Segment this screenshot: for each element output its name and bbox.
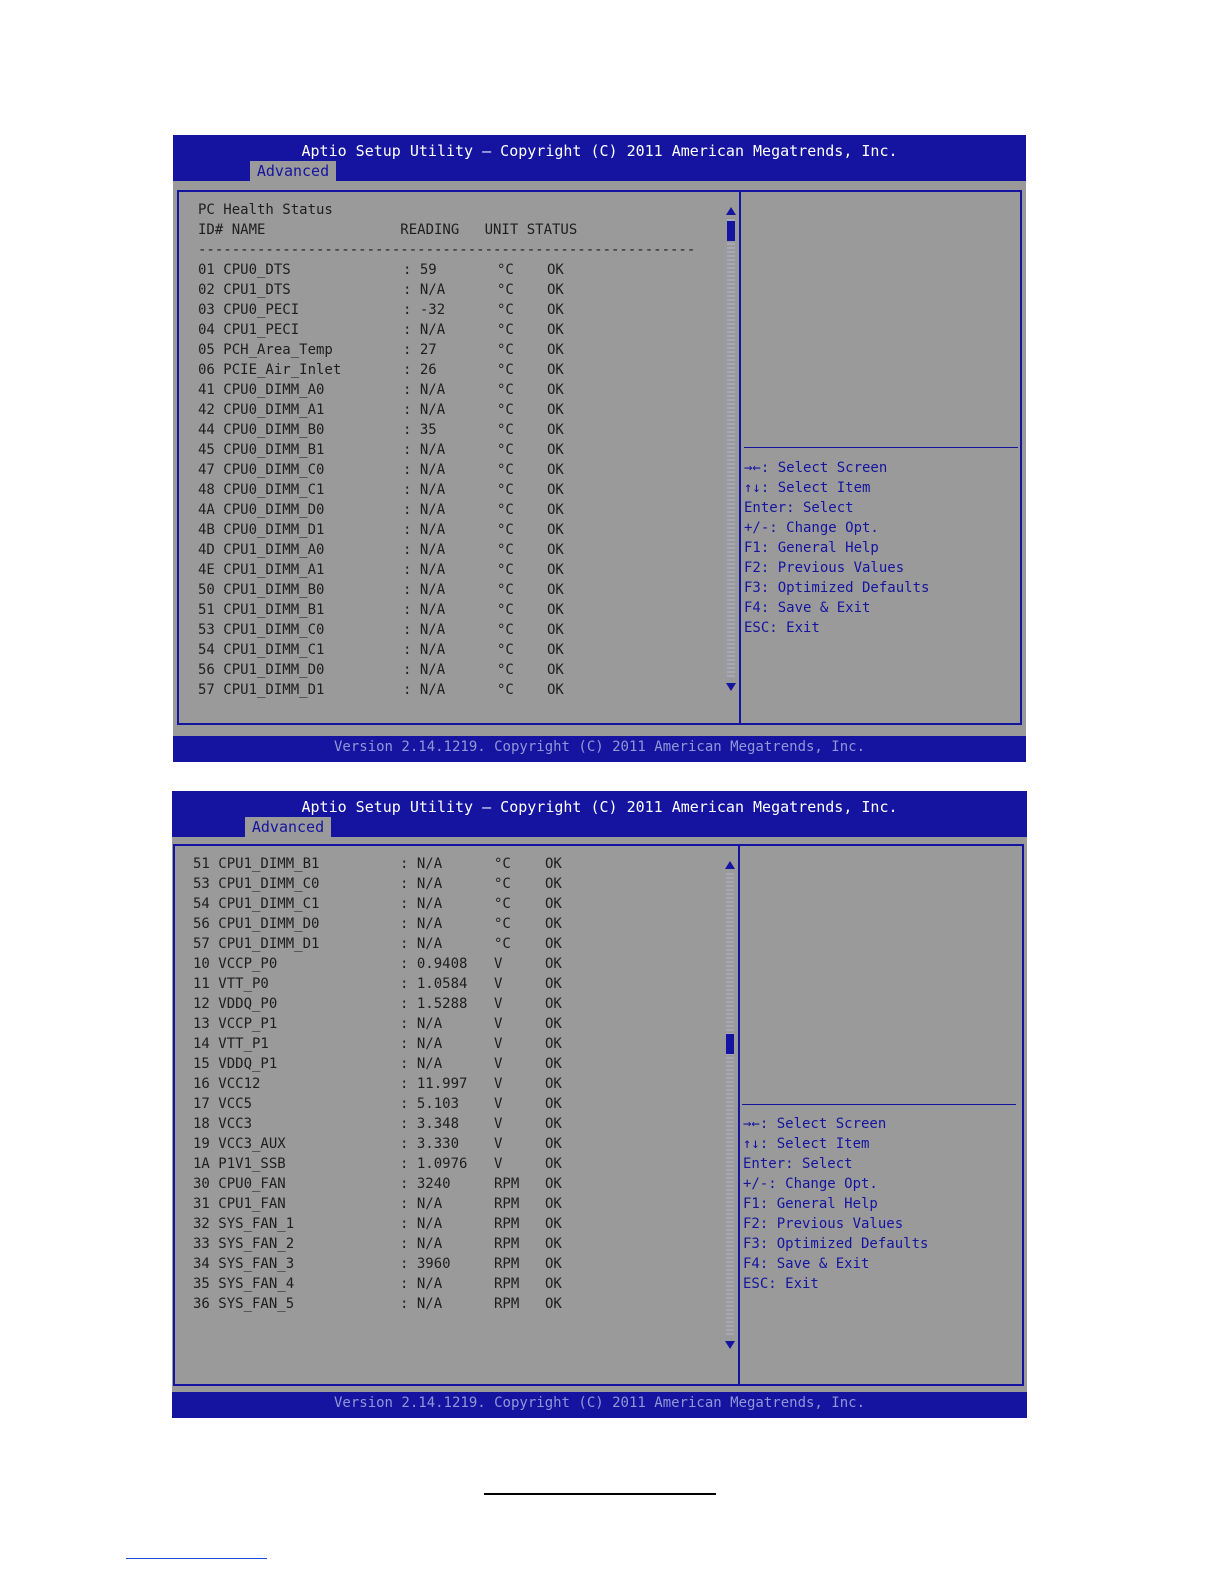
sensor-row — [172, 1014, 712, 1034]
sensor-name: 31 CPU1_FAN — [193, 1196, 286, 1212]
sensor-reading: : N/A — [403, 402, 446, 418]
sensor-reading: : N/A — [403, 562, 446, 578]
sensor-status: OK — [547, 482, 564, 498]
scrollbar-thumb[interactable] — [727, 221, 735, 241]
sensor-unit: °C — [497, 622, 514, 638]
sensor-reading: : -32 — [403, 302, 446, 318]
sensor-status: OK — [547, 462, 564, 478]
sensor-reading: : N/A — [400, 1236, 443, 1252]
sensor-name: 33 SYS_FAN_2 — [193, 1236, 295, 1252]
sensor-row — [172, 1134, 712, 1154]
sensor-name: 02 CPU1_DTS — [198, 282, 291, 298]
sensor-row — [172, 1174, 712, 1194]
sensor-status: OK — [547, 562, 564, 578]
sensor-status: OK — [547, 342, 564, 358]
sensor-status: OK — [545, 1216, 562, 1232]
help-item: F2: Previous Values — [743, 1216, 904, 1232]
sensor-status: OK — [545, 1176, 562, 1192]
sensor-reading: : 5.103 — [400, 1096, 460, 1112]
sensor-unit: °C — [497, 322, 514, 338]
sensor-name: 18 VCC3 — [193, 1116, 253, 1132]
sensor-reading: : N/A — [403, 482, 446, 498]
sensor-unit: V — [494, 1136, 503, 1152]
sensor-reading: : N/A — [400, 916, 443, 932]
sensor-reading: : N/A — [403, 542, 446, 558]
sensor-status: OK — [547, 522, 564, 538]
sensor-row — [173, 640, 713, 660]
sensor-name: 42 CPU0_DIMM_A1 — [198, 402, 325, 418]
sensor-unit: V — [494, 1116, 503, 1132]
sensor-row — [173, 500, 713, 520]
sensor-status: OK — [545, 916, 562, 932]
sensor-status: OK — [545, 1256, 562, 1272]
sensor-name: 51 CPU1_DIMM_B1 — [198, 602, 325, 618]
sensor-name: 19 VCC3_AUX — [193, 1136, 286, 1152]
help-item: ESC: Exit — [743, 1276, 819, 1292]
sensor-name: 32 SYS_FAN_1 — [193, 1216, 295, 1232]
sensor-reading: : 3240 — [400, 1176, 451, 1192]
sensor-reading: : N/A — [403, 442, 446, 458]
sensor-name: 4B CPU0_DIMM_D1 — [198, 522, 325, 538]
sensor-name: 54 CPU1_DIMM_C1 — [193, 896, 320, 912]
sensor-row — [172, 974, 712, 994]
sensor-reading: : 35 — [403, 422, 437, 438]
sensor-reading: : N/A — [403, 462, 446, 478]
title-bar — [173, 135, 1026, 181]
help-item: F4: Save & Exit — [743, 1256, 870, 1272]
sensor-unit: RPM — [494, 1216, 520, 1232]
sensor-name: 4E CPU1_DIMM_A1 — [198, 562, 325, 578]
sensor-name: 15 VDDQ_P1 — [193, 1056, 278, 1072]
sensor-status: OK — [545, 1296, 562, 1312]
sensor-reading: : 1.0976 — [400, 1156, 468, 1172]
sensor-status: OK — [547, 442, 564, 458]
sensor-unit: V — [494, 1156, 503, 1172]
sensor-unit: V — [494, 1096, 503, 1112]
help-item: F1: General Help — [744, 540, 879, 556]
tab-advanced[interactable]: Advanced — [245, 817, 331, 837]
sensor-name: 30 CPU0_FAN — [193, 1176, 286, 1192]
help-item: F2: Previous Values — [744, 560, 905, 576]
sensor-name: 57 CPU1_DIMM_D1 — [193, 936, 320, 952]
help-item: ESC: Exit — [744, 620, 820, 636]
sensor-reading: : N/A — [400, 1036, 443, 1052]
help-item: F4: Save & Exit — [744, 600, 871, 616]
help-item: ↑↓: Select Item — [744, 480, 871, 496]
sensor-status: OK — [545, 856, 562, 872]
sensor-name: 53 CPU1_DIMM_C0 — [193, 876, 320, 892]
sensor-status: OK — [547, 282, 564, 298]
sensor-row — [173, 340, 713, 360]
sensor-status: OK — [547, 382, 564, 398]
sensor-row — [172, 934, 712, 954]
sensor-name: 50 CPU1_DIMM_B0 — [198, 582, 325, 598]
sensor-row — [173, 600, 713, 620]
sensor-reading: : N/A — [400, 1016, 443, 1032]
sensor-row — [172, 1194, 712, 1214]
sensor-reading: : N/A — [403, 622, 446, 638]
sensor-row — [172, 1094, 712, 1114]
sensor-unit: °C — [494, 876, 511, 892]
sensor-reading: : N/A — [400, 1056, 443, 1072]
version-bar — [173, 736, 1026, 762]
sensor-row — [173, 680, 713, 700]
sensor-status: OK — [547, 602, 564, 618]
sensor-status: OK — [547, 542, 564, 558]
sensor-reading: : 3960 — [400, 1256, 451, 1272]
column-header: ID# NAME READING UNIT STATUS — [198, 222, 578, 238]
sensor-name: 47 CPU0_DIMM_C0 — [198, 462, 325, 478]
sensor-name: 13 VCCP_P1 — [193, 1016, 278, 1032]
sensor-status: OK — [545, 1096, 562, 1112]
sensor-status: OK — [545, 1036, 562, 1052]
sensor-status: OK — [545, 896, 562, 912]
sensor-name: 54 CPU1_DIMM_C1 — [198, 642, 325, 658]
sensor-status: OK — [547, 682, 564, 698]
sensor-unit: °C — [497, 262, 514, 278]
sensor-reading: : N/A — [400, 876, 443, 892]
panel-divider — [739, 190, 741, 725]
sensor-row — [173, 540, 713, 560]
sensor-status: OK — [547, 362, 564, 378]
section-title: PC Health Status — [198, 202, 333, 218]
sensor-status: OK — [547, 502, 564, 518]
bios-screen-2 — [172, 791, 1027, 1418]
sensor-status: OK — [545, 1196, 562, 1212]
sensor-unit: V — [494, 1076, 503, 1092]
sensor-row — [172, 874, 712, 894]
sensor-reading: : N/A — [400, 936, 443, 952]
sensor-reading: : 27 — [403, 342, 437, 358]
sensor-unit: °C — [497, 602, 514, 618]
version-text: Version 2.14.1219. Copyright (C) 2011 American Megatrends, Inc. — [333, 1395, 865, 1411]
sensor-row — [173, 420, 713, 440]
sensor-unit: °C — [497, 482, 514, 498]
sensor-status: OK — [545, 976, 562, 992]
sensor-unit: RPM — [494, 1196, 520, 1212]
sensor-name: 4D CPU1_DIMM_A0 — [198, 542, 325, 558]
sensor-status: OK — [545, 1156, 562, 1172]
sensor-name: 1A P1V1_SSB — [193, 1156, 286, 1172]
sensor-status: OK — [545, 1276, 562, 1292]
sensor-name: 05 PCH_Area_Temp — [198, 342, 333, 358]
help-item: F3: Optimized Defaults — [744, 580, 930, 596]
sensor-row — [173, 360, 713, 380]
sensor-unit: RPM — [494, 1256, 520, 1272]
sensor-status: OK — [547, 302, 564, 318]
scroll-down-arrow-icon[interactable] — [725, 1341, 735, 1349]
scrollbar-track[interactable] — [727, 219, 735, 679]
footnote-rule — [126, 1558, 267, 1559]
sensor-unit: RPM — [494, 1276, 520, 1292]
help-item: →←: Select Screen — [743, 1116, 887, 1132]
sensor-name: 35 SYS_FAN_4 — [193, 1276, 295, 1292]
sensor-row — [173, 580, 713, 600]
sensor-name: 14 VTT_P1 — [193, 1036, 269, 1052]
sensor-status: OK — [545, 1136, 562, 1152]
sensor-unit: V — [494, 976, 503, 992]
sensor-row — [172, 1034, 712, 1054]
version-bar — [172, 1392, 1027, 1418]
sensor-reading: : N/A — [403, 322, 446, 338]
sensor-row — [173, 520, 713, 540]
sensor-row — [173, 260, 713, 280]
sensor-name: 12 VDDQ_P0 — [193, 996, 278, 1012]
sensor-name: 44 CPU0_DIMM_B0 — [198, 422, 325, 438]
sensor-unit: V — [494, 1016, 503, 1032]
title-text: Aptio Setup Utility – Copyright (C) 2011 American Megatrends, Inc. — [301, 798, 898, 816]
sensor-unit: °C — [497, 462, 514, 478]
sensor-row — [172, 1234, 712, 1254]
header-separator: ----------------------------------------------------------- — [198, 242, 696, 258]
sensor-unit: °C — [494, 896, 511, 912]
sensor-row — [172, 1154, 712, 1174]
help-item: F3: Optimized Defaults — [743, 1236, 929, 1252]
sensor-unit: °C — [497, 422, 514, 438]
sensor-unit: RPM — [494, 1296, 520, 1312]
sensor-reading: : N/A — [400, 1276, 443, 1292]
sensor-row — [173, 320, 713, 340]
sensor-name: 17 VCC5 — [193, 1096, 253, 1112]
sensor-status: OK — [547, 422, 564, 438]
help-item: →←: Select Screen — [744, 460, 888, 476]
scrollbar-track[interactable] — [726, 873, 734, 1337]
scrollbar-thumb[interactable] — [726, 1034, 734, 1054]
sensor-reading: : N/A — [403, 662, 446, 678]
sensor-name: 48 CPU0_DIMM_C1 — [198, 482, 325, 498]
sensor-unit: °C — [497, 362, 514, 378]
sensor-unit: V — [494, 1036, 503, 1052]
sensor-reading: : 3.348 — [400, 1116, 460, 1132]
bios-screen-1 — [173, 135, 1026, 762]
sensor-status: OK — [545, 1236, 562, 1252]
sensor-row — [173, 620, 713, 640]
sensor-unit: °C — [497, 302, 514, 318]
sensor-name: 56 CPU1_DIMM_D0 — [193, 916, 320, 932]
sensor-row — [173, 280, 713, 300]
sensor-row — [172, 1254, 712, 1274]
sensor-status: OK — [547, 582, 564, 598]
sensor-status: OK — [545, 1116, 562, 1132]
sensor-row — [172, 954, 712, 974]
sensor-reading: : N/A — [403, 582, 446, 598]
sensor-row — [172, 1214, 712, 1234]
sensor-unit: °C — [497, 642, 514, 658]
sensor-name: 03 CPU0_PECI — [198, 302, 300, 318]
sensor-reading: : N/A — [403, 682, 446, 698]
sensor-reading: : 3.330 — [400, 1136, 460, 1152]
sensor-status: OK — [547, 262, 564, 278]
sensor-unit: °C — [494, 936, 511, 952]
sensor-row — [173, 460, 713, 480]
help-item: +/-: Change Opt. — [744, 520, 879, 536]
sensor-status: OK — [547, 662, 564, 678]
sensor-row — [173, 380, 713, 400]
sensor-reading: : 26 — [403, 362, 437, 378]
help-divider — [744, 447, 1018, 448]
sensor-reading: : N/A — [403, 282, 446, 298]
sensor-reading: : N/A — [403, 522, 446, 538]
sensor-row — [172, 994, 712, 1014]
scroll-up-arrow-icon[interactable] — [725, 861, 735, 869]
sensor-row — [172, 1114, 712, 1134]
sensor-unit: °C — [497, 382, 514, 398]
page-rule — [484, 1493, 716, 1495]
sensor-unit: °C — [497, 662, 514, 678]
sensor-row — [173, 480, 713, 500]
sensor-reading: : 11.997 — [400, 1076, 468, 1092]
sensor-status: OK — [547, 322, 564, 338]
sensor-name: 34 SYS_FAN_3 — [193, 1256, 295, 1272]
sensor-name: 56 CPU1_DIMM_D0 — [198, 662, 325, 678]
sensor-reading: : N/A — [400, 1196, 443, 1212]
version-text: Version 2.14.1219. Copyright (C) 2011 American Megatrends, Inc. — [333, 739, 865, 755]
sensor-unit: °C — [494, 916, 511, 932]
sensor-name: 16 VCC12 — [193, 1076, 261, 1092]
sensor-unit: °C — [497, 342, 514, 358]
sensor-row — [173, 440, 713, 460]
title-bar — [172, 791, 1027, 837]
sensor-name: 45 CPU0_DIMM_B1 — [198, 442, 325, 458]
sensor-reading: : N/A — [400, 856, 443, 872]
sensor-unit: V — [494, 996, 503, 1012]
sensor-name: 10 VCCP_P0 — [193, 956, 278, 972]
sensor-reading: : N/A — [403, 642, 446, 658]
help-item: Enter: Select — [743, 1156, 853, 1172]
sensor-row — [173, 300, 713, 320]
sensor-unit: °C — [497, 562, 514, 578]
sensor-reading: : N/A — [400, 1216, 443, 1232]
sensor-row — [172, 1074, 712, 1094]
scroll-up-arrow-icon[interactable] — [726, 207, 736, 215]
sensor-name: 04 CPU1_PECI — [198, 322, 300, 338]
sensor-row — [173, 400, 713, 420]
sensor-status: OK — [545, 936, 562, 952]
sensor-row — [172, 1294, 712, 1314]
sensor-unit: °C — [497, 582, 514, 598]
sensor-name: 11 VTT_P0 — [193, 976, 269, 992]
sensor-unit: °C — [497, 282, 514, 298]
sensor-status: OK — [545, 996, 562, 1012]
sensor-row — [173, 560, 713, 580]
scroll-down-arrow-icon[interactable] — [726, 683, 736, 691]
sensor-reading: : N/A — [403, 602, 446, 618]
sensor-row — [172, 1274, 712, 1294]
sensor-reading: : N/A — [400, 1296, 443, 1312]
sensor-status: OK — [545, 956, 562, 972]
help-divider — [742, 1104, 1016, 1105]
panel-divider — [738, 844, 740, 1386]
sensor-unit: °C — [497, 522, 514, 538]
sensor-unit: V — [494, 956, 503, 972]
sensor-reading: : 1.5288 — [400, 996, 468, 1012]
sensor-row — [172, 914, 712, 934]
sensor-status: OK — [547, 622, 564, 638]
sensor-reading: : 0.9408 — [400, 956, 468, 972]
title-text: Aptio Setup Utility – Copyright (C) 2011 American Megatrends, Inc. — [301, 142, 898, 160]
sensor-unit: °C — [497, 402, 514, 418]
sensor-row — [172, 894, 712, 914]
sensor-unit: RPM — [494, 1176, 520, 1192]
help-item: Enter: Select — [744, 500, 854, 516]
sensor-status: OK — [545, 1056, 562, 1072]
sensor-reading: : N/A — [400, 896, 443, 912]
sensor-status: OK — [547, 402, 564, 418]
sensor-status: OK — [545, 1076, 562, 1092]
sensor-unit: RPM — [494, 1236, 520, 1252]
sensor-reading: : N/A — [403, 382, 446, 398]
sensor-unit: °C — [497, 682, 514, 698]
sensor-unit: °C — [497, 502, 514, 518]
help-item: ↑↓: Select Item — [743, 1136, 870, 1152]
sensor-reading: : 59 — [403, 262, 437, 278]
tab-advanced[interactable]: Advanced — [250, 161, 336, 181]
sensor-row — [173, 660, 713, 680]
sensor-reading: : N/A — [403, 502, 446, 518]
sensor-name: 4A CPU0_DIMM_D0 — [198, 502, 325, 518]
sensor-status: OK — [547, 642, 564, 658]
sensor-name: 01 CPU0_DTS — [198, 262, 291, 278]
help-item: +/-: Change Opt. — [743, 1176, 878, 1192]
sensor-name: 51 CPU1_DIMM_B1 — [193, 856, 320, 872]
sensor-name: 41 CPU0_DIMM_A0 — [198, 382, 325, 398]
help-item: F1: General Help — [743, 1196, 878, 1212]
sensor-row — [172, 854, 712, 874]
sensor-status: OK — [545, 1016, 562, 1032]
sensor-name: 57 CPU1_DIMM_D1 — [198, 682, 325, 698]
sensor-name: 53 CPU1_DIMM_C0 — [198, 622, 325, 638]
sensor-status: OK — [545, 876, 562, 892]
sensor-reading: : 1.0584 — [400, 976, 468, 992]
sensor-name: 36 SYS_FAN_5 — [193, 1296, 295, 1312]
sensor-name: 06 PCIE_Air_Inlet — [198, 362, 342, 378]
sensor-row — [172, 1054, 712, 1074]
sensor-unit: V — [494, 1056, 503, 1072]
sensor-unit: °C — [494, 856, 511, 872]
sensor-unit: °C — [497, 442, 514, 458]
sensor-unit: °C — [497, 542, 514, 558]
